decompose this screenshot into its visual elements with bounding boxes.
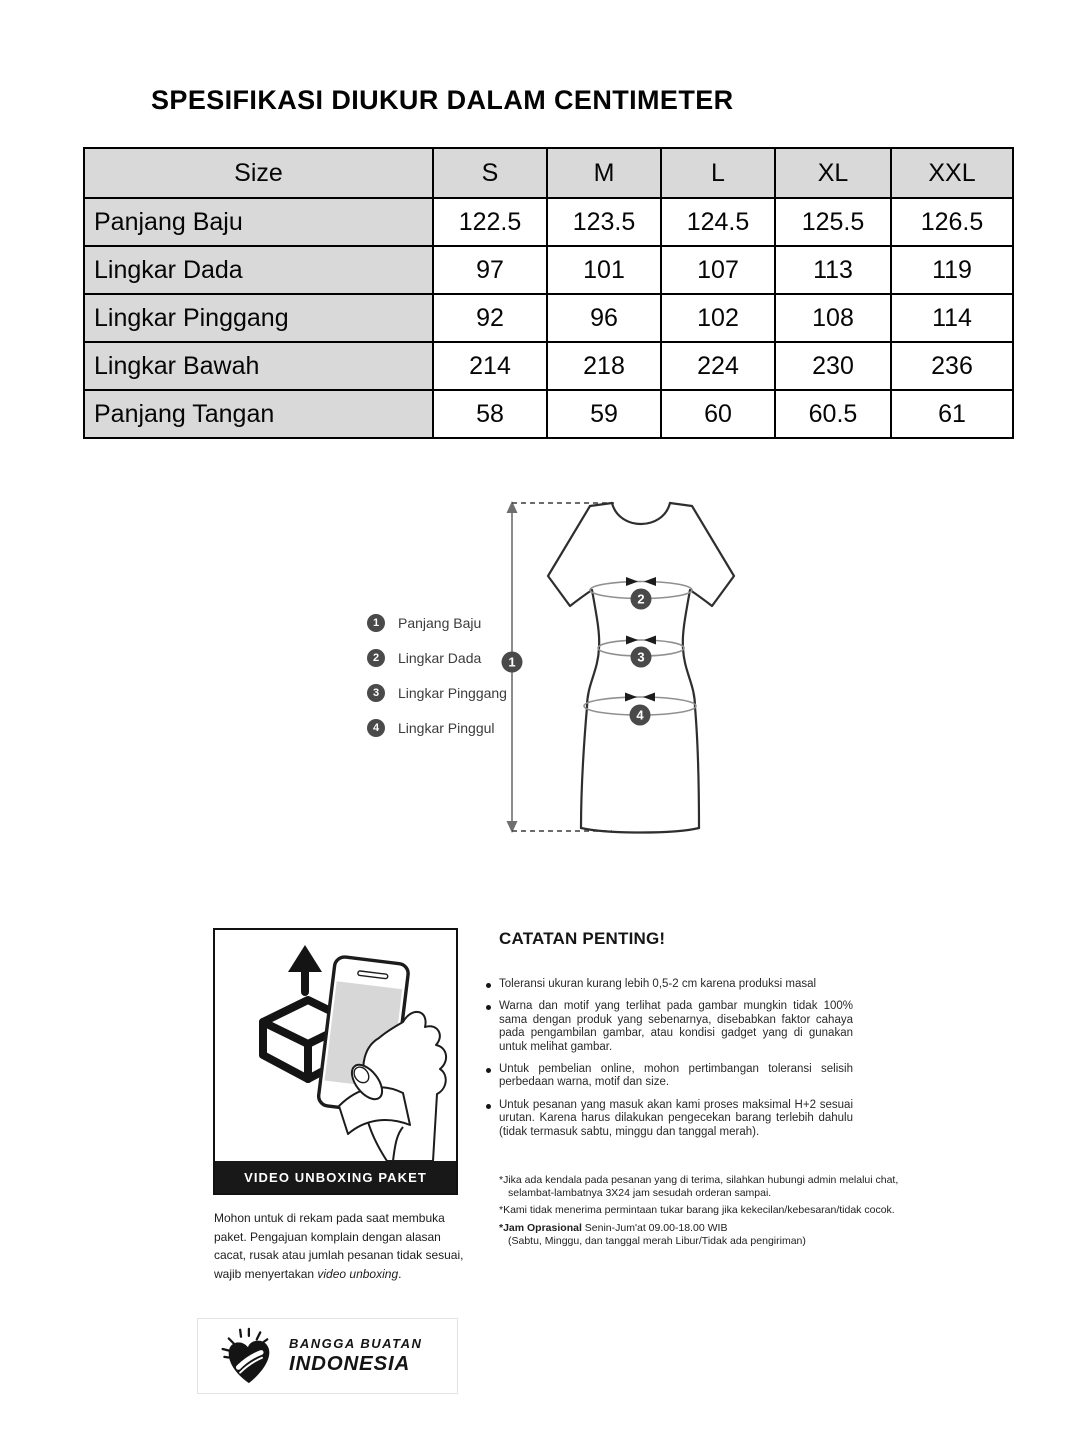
table-cell: 59 xyxy=(547,390,661,438)
video-unboxing-panel xyxy=(213,928,458,1195)
legend-item xyxy=(367,649,507,667)
bangga-buatan-indonesia-logo-icon xyxy=(220,1325,276,1387)
table-cell: 114 xyxy=(891,294,1013,342)
table-cell: 96 xyxy=(547,294,661,342)
table-cell: 224 xyxy=(661,342,775,390)
col-header-xl: XL xyxy=(775,148,891,198)
measure-badges xyxy=(502,589,652,726)
size-table xyxy=(83,147,1014,439)
row-label: Panjang Tangan xyxy=(84,390,433,438)
brand-line1: BANGGA BUATAN xyxy=(289,1336,423,1351)
table-cell: 126.5 xyxy=(891,198,1013,246)
video-unboxing-banner: VIDEO UNBOXING PAKET xyxy=(215,1161,456,1193)
note-bullet xyxy=(486,978,858,991)
table-row xyxy=(84,342,1013,390)
table-cell: 60 xyxy=(661,390,775,438)
col-header-s: S xyxy=(433,148,547,198)
note-bullet xyxy=(486,1000,858,1054)
table-cell: 58 xyxy=(433,390,547,438)
bullet-dot-icon xyxy=(486,1068,491,1073)
legend-label: Lingkar Pinggang xyxy=(398,685,507,701)
footnote: *Jika ada kendala pada pesanan yang di terima, silahkan hubungi admin melalui chat, selambat-lambatnya 3X24 jam sesudah orderan sampai. xyxy=(499,1174,899,1200)
footnotes xyxy=(499,1174,923,1252)
table-cell: 60.5 xyxy=(775,390,891,438)
table-cell: 123.5 xyxy=(547,198,661,246)
size-table-header-row xyxy=(84,148,1013,198)
badge-4: 4 xyxy=(636,707,644,723)
page-title: SPESIFIKASI DIUKUR DALAM CENTIMETER xyxy=(151,85,734,115)
caption-text: Mohon untuk di rekam pada saat membuka paket. Pengajuan komplain dengan alasan cacat, rusak atau jumlah pesanan tidak sesuai, wajib menyertakan xyxy=(214,1211,464,1281)
table-row xyxy=(84,246,1013,294)
caption-italic-text: video unboxing xyxy=(317,1266,399,1281)
table-row xyxy=(84,390,1013,438)
table-row xyxy=(84,198,1013,246)
note-bullet xyxy=(486,1063,858,1090)
table-cell: 108 xyxy=(775,294,891,342)
legend-label: Panjang Baju xyxy=(398,615,482,631)
row-label: Panjang Baju xyxy=(84,198,433,246)
unboxing-illustration xyxy=(215,930,456,1161)
legend-item xyxy=(367,614,507,632)
brand-text xyxy=(289,1336,422,1376)
legend-badge-1: 1 xyxy=(367,614,385,632)
legend-badge-2: 2 xyxy=(367,649,385,667)
footnote-line2: (Sabtu, Minggu, dan tanggal merah Libur/Tidak ada pengiriman) xyxy=(508,1234,806,1247)
legend-item xyxy=(367,684,507,702)
table-cell: 125.5 xyxy=(775,198,891,246)
note-text: Warna dan motif yang terlihat pada gambar mungkin tidak 100% sama dengan produk yang sebenarnya, disebabkan faktor cahaya pada pengambilan gambar, atau kondisi gadget yang di gunakan untuk melihat gambar. xyxy=(499,1000,853,1053)
table-cell: 101 xyxy=(547,246,661,294)
row-label: Lingkar Bawah xyxy=(84,342,433,390)
legend-badge-3: 3 xyxy=(367,684,385,702)
bullet-dot-icon xyxy=(486,983,491,988)
badge-1: 1 xyxy=(508,654,516,670)
row-label: Lingkar Pinggang xyxy=(84,294,433,342)
brand-badge xyxy=(197,1318,458,1394)
col-header-xxl: XXL xyxy=(891,148,1013,198)
table-row xyxy=(84,294,1013,342)
note-text: Untuk pembelian online, mohon pertimbangan toleransi selisih perbedaan warna, motif dan size. xyxy=(499,1063,853,1089)
col-header-m: M xyxy=(547,148,661,198)
legend-label: Lingkar Dada xyxy=(398,650,482,666)
row-label: Lingkar Dada xyxy=(84,246,433,294)
length-measure-line xyxy=(507,501,615,833)
table-cell: 122.5 xyxy=(433,198,547,246)
table-cell: 218 xyxy=(547,342,661,390)
col-header-l: L xyxy=(661,148,775,198)
table-cell: 97 xyxy=(433,246,547,294)
badge-3: 3 xyxy=(637,649,645,665)
table-cell: 230 xyxy=(775,342,891,390)
caption-period: . xyxy=(398,1266,402,1281)
footnote-rest: Senin-Jum'at 09.00-18.00 WIB xyxy=(581,1221,728,1234)
table-cell: 107 xyxy=(661,246,775,294)
up-arrow-icon xyxy=(288,945,322,992)
table-cell: 214 xyxy=(433,342,547,390)
brand-line2: INDONESIA xyxy=(289,1352,411,1375)
unboxing-caption xyxy=(214,1209,476,1283)
bullet-dot-icon xyxy=(486,1005,491,1010)
table-cell: 124.5 xyxy=(661,198,775,246)
note-text: Untuk pesanan yang masuk akan kami proses maksimal H+2 sesuai urutan. Karena harus dilakukan pengecekan barang terlebih dahulu (tidak termasuk sabtu, minggu dan tanggal merah). xyxy=(499,1098,853,1138)
dress-outline xyxy=(548,503,734,833)
note-bullet xyxy=(486,1099,858,1139)
footnote-bold: *Jam Oprasional xyxy=(499,1221,582,1234)
legend-item xyxy=(367,719,507,737)
footnote: *Kami tidak menerima permintaan tukar barang jika kekecilan/kebesaran/tidak cocok. xyxy=(499,1204,895,1217)
legend-badge-4: 4 xyxy=(367,719,385,737)
note-text: Toleransi ukuran kurang lebih 0,5-2 cm karena produksi masal xyxy=(499,978,817,990)
table-cell: 61 xyxy=(891,390,1013,438)
table-cell: 92 xyxy=(433,294,547,342)
notes-title: CATATAN PENTING! xyxy=(499,929,666,948)
diagram-legend xyxy=(367,614,507,754)
legend-label: Lingkar Pinggul xyxy=(398,720,495,736)
table-cell: 119 xyxy=(891,246,1013,294)
col-header-size: Size xyxy=(84,148,433,198)
table-cell: 113 xyxy=(775,246,891,294)
table-cell: 102 xyxy=(661,294,775,342)
important-notes-section xyxy=(486,929,858,1148)
bullet-dot-icon xyxy=(486,1104,491,1109)
footnote xyxy=(499,1222,923,1248)
table-cell: 236 xyxy=(891,342,1013,390)
badge-2: 2 xyxy=(637,591,645,607)
